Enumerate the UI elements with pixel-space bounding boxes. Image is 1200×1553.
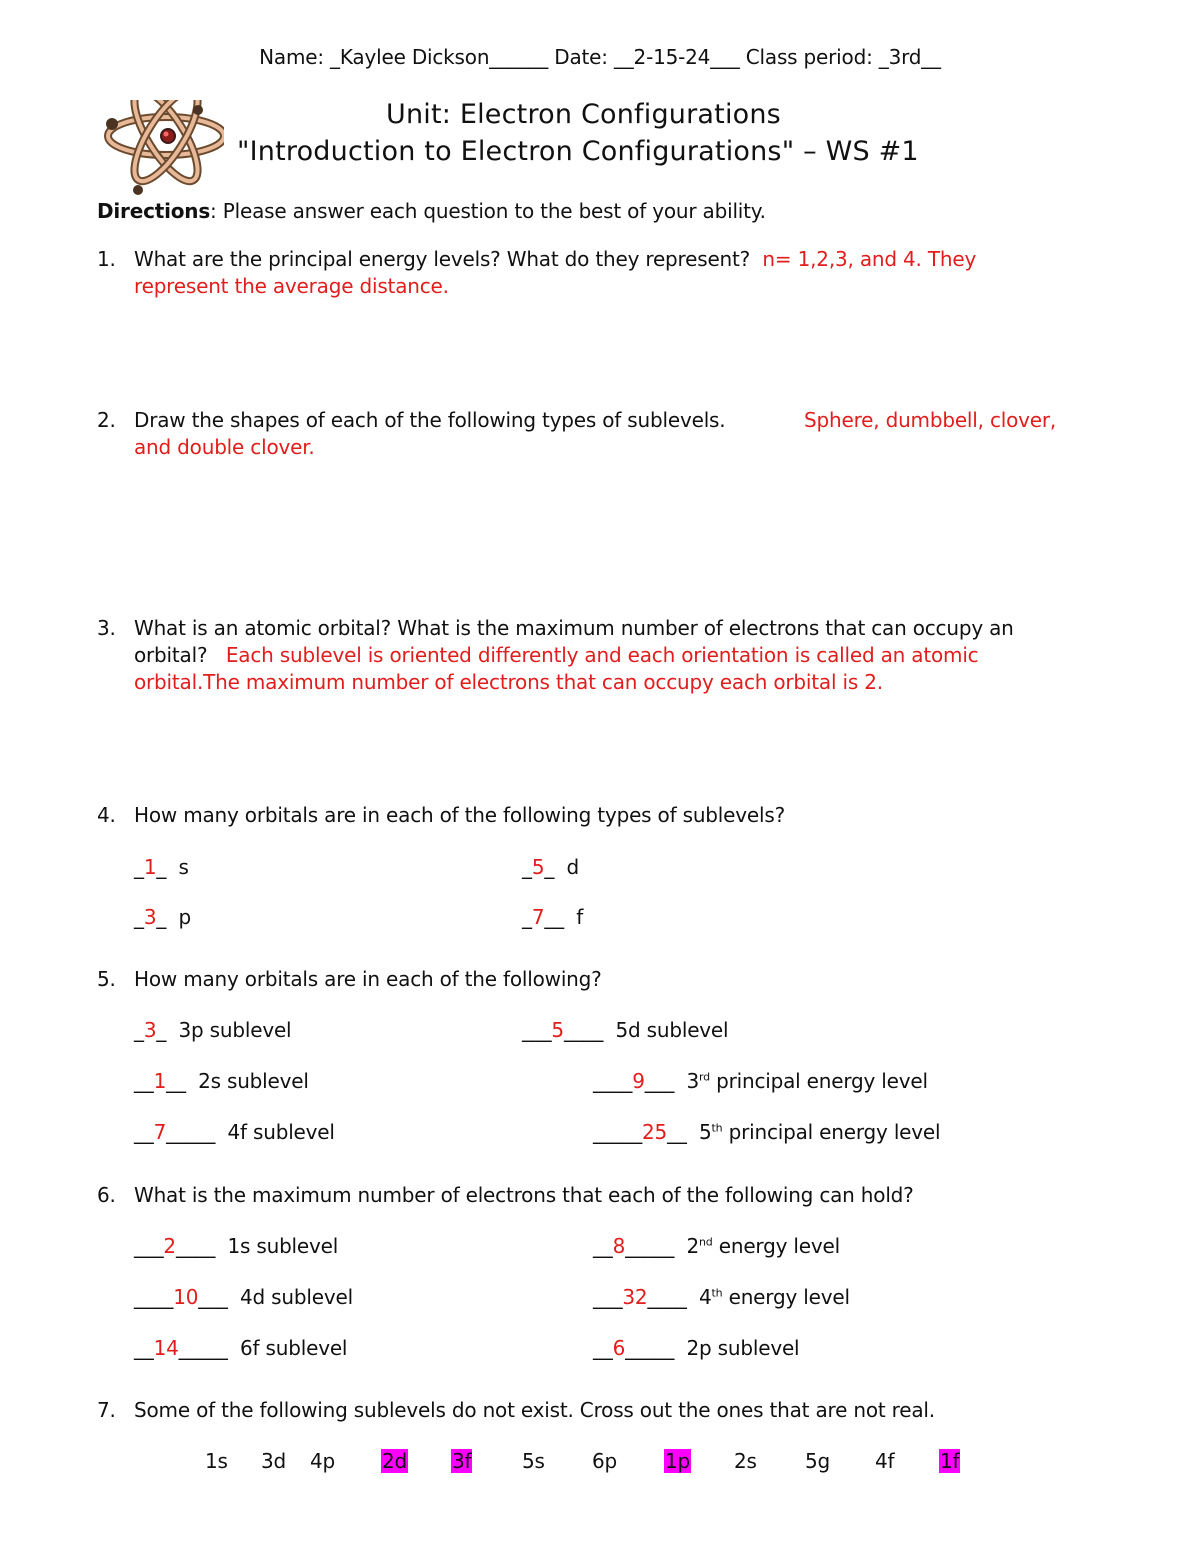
answer-item: ___2____ 1s sublevel xyxy=(134,1234,339,1258)
sublevel-option: 4f xyxy=(875,1449,895,1473)
name-value: _Kaylee Dickson______ xyxy=(330,45,549,69)
answer-value: 2 xyxy=(163,1234,176,1258)
item-label: p xyxy=(178,905,191,929)
question-number: 3. xyxy=(97,616,116,640)
sublevel-option xyxy=(381,1449,408,1473)
answer-value: 3 xyxy=(143,905,157,929)
item-label: 4d sublevel xyxy=(240,1285,353,1309)
answer-value: 5 xyxy=(551,1018,564,1042)
answer-value: 1 xyxy=(153,1069,167,1093)
name-label: Name: xyxy=(259,45,331,69)
answer-item: _1_ s xyxy=(134,855,189,879)
item-label: 2s sublevel xyxy=(198,1069,309,1093)
answer-item: _____25__ 5th principal energy level xyxy=(593,1120,941,1144)
answer-item: __1__ 2s sublevel xyxy=(134,1069,309,1093)
answer-value: 1 xyxy=(143,855,157,879)
item-label: 6f sublevel xyxy=(240,1336,348,1360)
answer-value: 6 xyxy=(612,1336,626,1360)
answer-value: 5 xyxy=(531,855,545,879)
answer-value: 8 xyxy=(612,1234,626,1258)
answer-value: 7 xyxy=(153,1120,167,1144)
sublevel-option: 5g xyxy=(805,1449,831,1473)
answer-value: 9 xyxy=(632,1069,645,1093)
unit-title: Unit: Electron Configurations xyxy=(386,99,781,130)
answer-value: 25 xyxy=(642,1120,668,1144)
date-label: Date: xyxy=(548,45,614,69)
q4-question: How many orbitals are in each of the following types of sublevels? xyxy=(134,803,785,827)
sublevel-option xyxy=(664,1449,691,1473)
answer-item: __14_____ 6f sublevel xyxy=(134,1336,348,1360)
item-label: f xyxy=(576,905,584,929)
answer-value: 10 xyxy=(173,1285,199,1309)
answer-item: __7_____ 4f sublevel xyxy=(134,1120,335,1144)
q2-answer-cont: and double clover. xyxy=(134,435,315,459)
sublevel-option: 6p xyxy=(592,1449,618,1473)
answer-item: _5_ d xyxy=(522,855,579,879)
item-label: energy level xyxy=(728,1285,850,1309)
question-number: 1. xyxy=(97,247,116,271)
item-label: 4f sublevel xyxy=(227,1120,335,1144)
answer-item: _7__ f xyxy=(522,905,584,929)
q5-question: How many orbitals are in each of the following? xyxy=(134,967,602,991)
item-label: principal energy level xyxy=(716,1069,928,1093)
item-label: 5d sublevel xyxy=(615,1018,729,1042)
item-label: 2p sublevel xyxy=(686,1336,800,1360)
answer-item: ___32____ 4th energy level xyxy=(593,1285,850,1309)
answer-item: __6_____ 2p sublevel xyxy=(593,1336,800,1360)
sublevel-option: 2s xyxy=(734,1449,757,1473)
item-label: d xyxy=(566,855,579,879)
q1-answer-cont: represent the average distance. xyxy=(134,274,449,298)
sublevel-option xyxy=(939,1449,960,1473)
answer-value: 3 xyxy=(143,1018,157,1042)
q1-answer: n= 1,2,3, and 4. They xyxy=(762,247,977,271)
q3-question: What is an atomic orbital? What is the maximum number of electrons that can occupy an xyxy=(134,616,1014,640)
highlighted-sublevel: 1p xyxy=(665,1449,691,1473)
item-label: s xyxy=(178,855,189,879)
q2-answer: Sphere, dumbbell, clover, xyxy=(804,408,1057,432)
item-label: energy level xyxy=(718,1234,840,1258)
question-number: 4. xyxy=(97,803,116,827)
item-label: 3p sublevel xyxy=(178,1018,292,1042)
answer-value: 32 xyxy=(622,1285,648,1309)
period-label: Class period: xyxy=(739,45,879,69)
question-number: 7. xyxy=(97,1398,116,1422)
question-number: 6. xyxy=(97,1183,116,1207)
answer-item: ____9___ 3rd principal energy level xyxy=(593,1069,928,1093)
question-number: 5. xyxy=(97,967,116,991)
worksheet-title: "Introduction to Electron Configurations" – WS #1 xyxy=(237,136,919,167)
answer-item: _3_ 3p sublevel xyxy=(134,1018,292,1042)
directions-text: : Please answer each question to the best of your ability. xyxy=(210,199,766,223)
student-info-line xyxy=(0,45,1200,69)
q3-answer: Each sublevel is oriented differently and each orientation is called an atomic xyxy=(225,643,979,667)
date-value: __2-15-24___ xyxy=(613,45,740,69)
sublevel-option: 5s xyxy=(522,1449,545,1473)
question-number: 2. xyxy=(97,408,116,432)
item-label: principal energy level xyxy=(728,1120,941,1144)
answer-value: 14 xyxy=(153,1336,179,1360)
q3-question-cont: orbital? xyxy=(134,643,208,667)
q1-question: What are the principal energy levels? What do they represent? xyxy=(134,247,751,271)
q6-question: What is the maximum number of electrons that each of the following can hold? xyxy=(134,1183,914,1207)
answer-item: ___5____ 5d sublevel xyxy=(522,1018,729,1042)
atom-icon xyxy=(98,100,224,200)
highlighted-sublevel: 2d xyxy=(382,1449,408,1473)
q2-question: Draw the shapes of each of the following types of sublevels. xyxy=(134,408,726,432)
directions xyxy=(97,199,766,223)
period-value: _3rd__ xyxy=(878,45,941,69)
q3-line2 xyxy=(134,643,978,667)
sublevel-option xyxy=(451,1449,472,1473)
q7-question: Some of the following sublevels do not exist. Cross out the ones that are not real. xyxy=(134,1398,935,1422)
answer-item: __8_____ 2nd energy level xyxy=(593,1234,840,1258)
highlighted-sublevel: 1f xyxy=(940,1449,960,1473)
highlighted-sublevel: 3f xyxy=(452,1449,472,1473)
answer-item: ____10___ 4d sublevel xyxy=(134,1285,353,1309)
directions-label: Directions xyxy=(97,199,211,223)
q1-line1 xyxy=(134,247,976,271)
sublevel-option: 3d xyxy=(261,1449,287,1473)
sublevel-option: 1s xyxy=(205,1449,228,1473)
answer-value: 7 xyxy=(531,905,545,929)
answer-item: _3_ p xyxy=(134,905,191,929)
q3-answer-cont: orbital.The maximum number of electrons that can occupy each orbital is 2. xyxy=(134,670,883,694)
item-label: 1s sublevel xyxy=(227,1234,339,1258)
sublevel-option: 4p xyxy=(310,1449,336,1473)
